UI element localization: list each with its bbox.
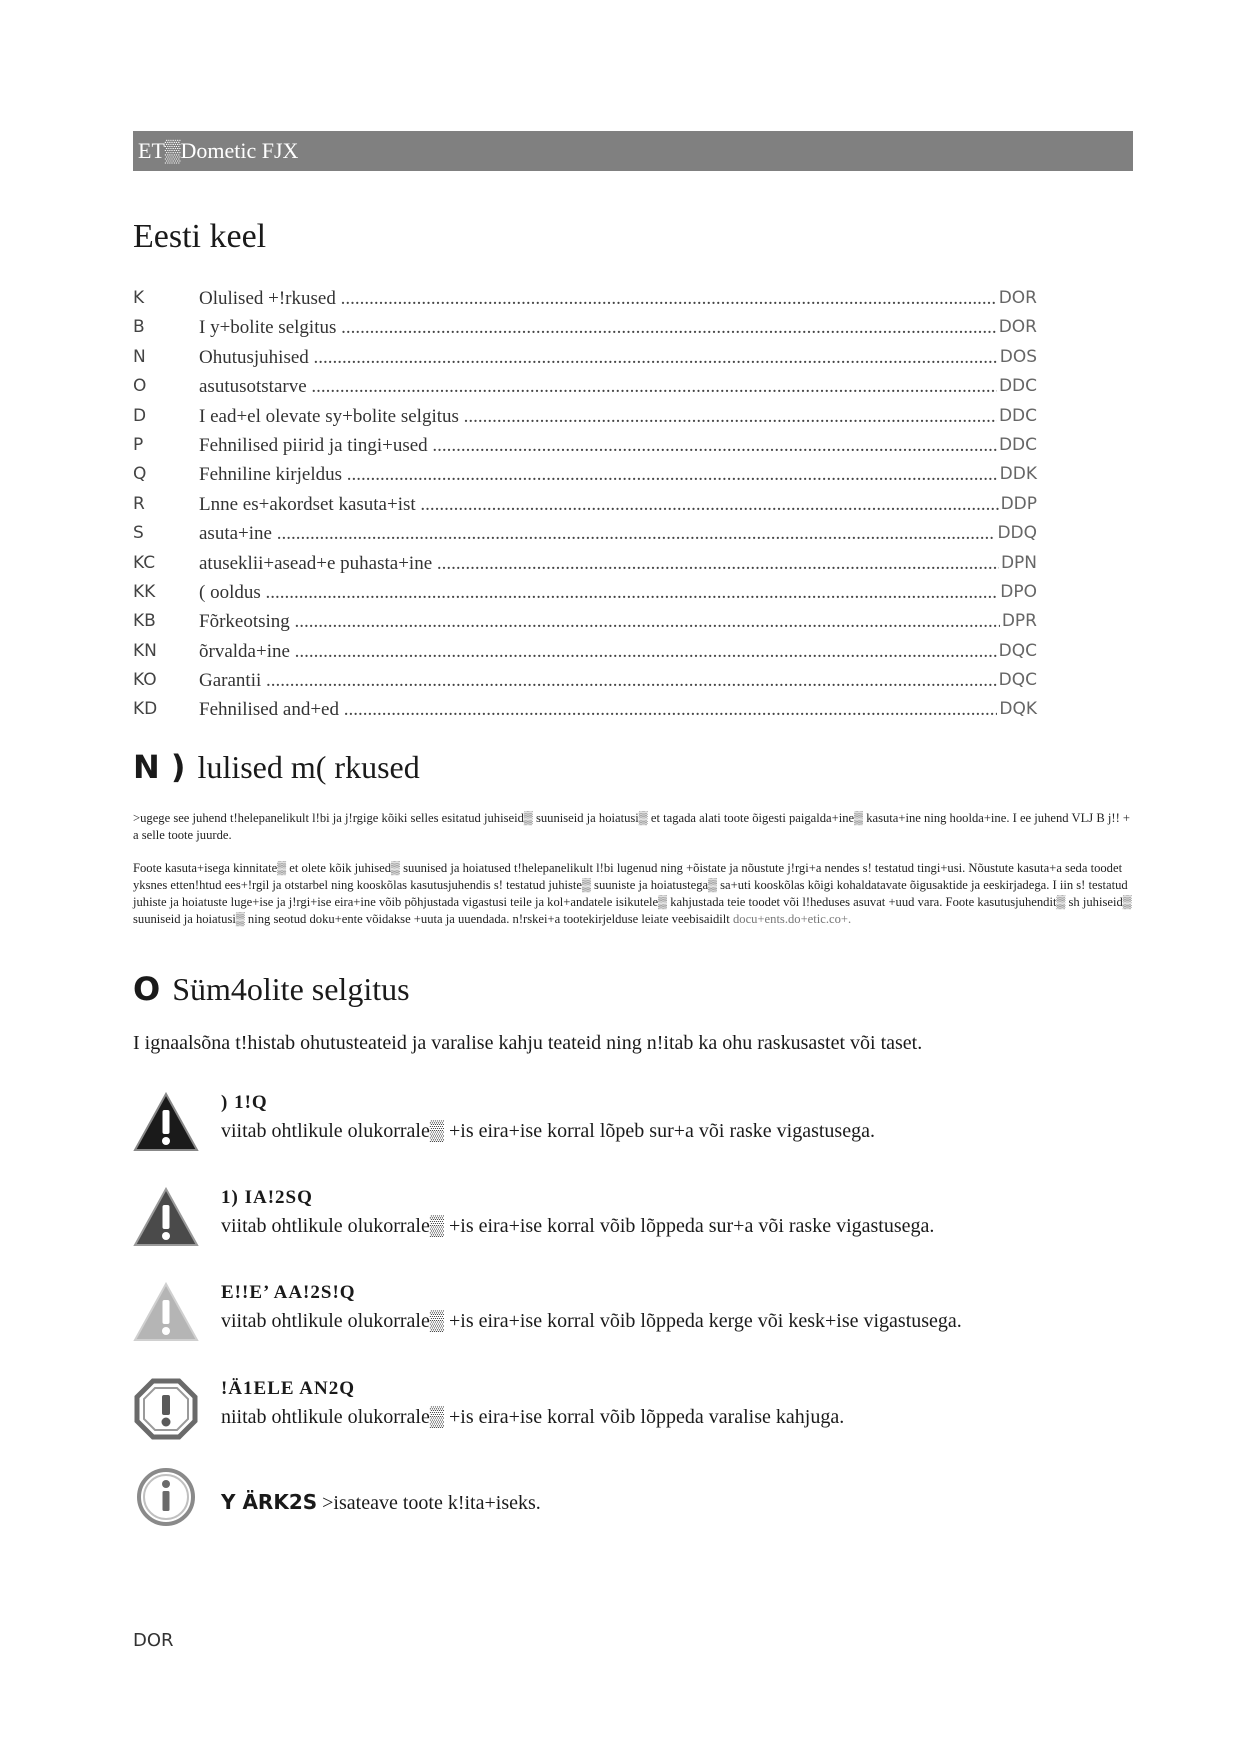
toc-entry-title[interactable]: ( ooldus ..... <box>199 578 1033 607</box>
toc-entry-page[interactable]: DDQ <box>995 519 1037 548</box>
danger-triangle-icon <box>133 1092 199 1154</box>
toc-entry[interactable] <box>133 637 1037 666</box>
toc-entry-number: KO <box>133 670 157 691</box>
toc-entry-title[interactable]: asutusotstarve ..... <box>199 372 1033 401</box>
signal-word-note: Y ÄRK2S <box>221 1490 318 1514</box>
toc-entry-title[interactable]: Lnne es+akordset kasuta+ist ..... <box>199 490 1033 519</box>
toc-entry-title[interactable]: atuseklii+asead+e puhasta+ine ..... <box>199 549 1033 578</box>
toc-entry[interactable] <box>133 460 1037 489</box>
toc-entry-title[interactable]: Fehniline kirjeldus ..... <box>199 460 1033 489</box>
page-number: DOR <box>133 1630 174 1651</box>
toc-entry[interactable] <box>133 549 1037 578</box>
danger-description: viitab ohtlikule olukorrale▒ +is eira+ise korral lõpeb sur+a või raske vigastusega. <box>221 1120 875 1142</box>
language-title: Eesti keel <box>133 218 267 255</box>
section-number: O <box>133 970 161 1008</box>
toc-entry-number: D <box>133 405 147 426</box>
toc-entry-number: O <box>133 376 147 397</box>
caution-triangle-icon <box>133 1282 199 1344</box>
note-line <box>221 1490 541 1515</box>
toc-entry-page[interactable]: DQC <box>997 637 1037 666</box>
section-heading-important-notes <box>133 748 420 786</box>
intro-paragraph: >ugege see juhend t!helepanelikult l!bi ja j!rgige kõiki selles esitatud juhiseid▒ suuniseid ja hoiatusi▒ et tagada alati toote õigesti paigalda+ine▒ kasuta+ine ning hoolda+ine. I ee juhend VLJ B j!! + a selle toote juurde. <box>133 811 1131 842</box>
signal-word-caution: E!!E’ AA!2S!Q <box>221 1282 356 1303</box>
note-description: >isateave toote k!ita+iseks. <box>322 1492 541 1514</box>
toc-entry-page[interactable]: DOR <box>997 284 1037 313</box>
section-number: N ) <box>133 748 186 786</box>
notice-octagon-icon <box>133 1378 199 1440</box>
toc-entry-page[interactable]: DDC <box>997 402 1037 431</box>
toc-entry-title[interactable]: õrvalda+ine ..... <box>199 637 1033 666</box>
info-circle-icon <box>133 1466 199 1528</box>
toc-entry-number: KK <box>133 581 156 602</box>
symbol-danger <box>133 1092 1133 1162</box>
section-title: lulised m( rkused <box>197 749 420 785</box>
notice-description: niitab ohtlikule olukorrale▒ +is eira+ise korral võib lõppeda varalise kahjuga. <box>221 1406 845 1428</box>
toc-entry[interactable] <box>133 490 1037 519</box>
toc-entry-page[interactable]: DDK <box>998 460 1037 489</box>
warning-triangle-icon <box>133 1187 199 1249</box>
toc-entry-title[interactable]: I y+bolite selgitus ..... <box>199 313 1033 342</box>
toc-entry-title[interactable]: Fehnilised piirid ja tingi+used ..... <box>199 431 1033 460</box>
warning-description: viitab ohtlikule olukorrale▒ +is eira+ise korral võib lõppeda sur+a või raske vigastusega. <box>221 1215 935 1237</box>
toc-entry[interactable] <box>133 343 1037 372</box>
document-header-bar <box>133 131 1133 171</box>
disclaimer-text: Foote kasuta+isega kinnitate▒ et olete kõik juhised▒ suunised ja hoiatused t!helepanelikult l!bi lugenud ning +õistate ja nõustute j!rgi+a nendes s! testatud tingi+usi. Nõustute kasuta+a seda toodet yksnes etten!htud ees+!rgil ja otstarbel ning kooskõlas kasutusjuhendis s! testatud juhiste▒ suuniste ja hoiatustega▒ sa+uti kooskõlas kõigi kohaldatavate õigusaktide ja eeskirjadega. I iin s! testatud juhiste ja hoiatuste luge+ise ja j!rgi+ise eira+ine võib põhjustada vigastusi teile ja kol+andatele isikutele▒ kahjustada teie toodet või l!heduses asuvat +uud vara. Foote kasutusjuhendit▒ sh juhiseid▒ suuniseid ja hoiatusi▒ ning seotud doku+ente võidakse +uuta ja uuendada. n!rskei+a tootekirjelduse leiate veebisaidilt <box>133 861 1132 926</box>
toc-entry-title[interactable]: Ohutusjuhised ..... <box>199 343 1033 372</box>
toc-entry-number: KC <box>133 552 156 573</box>
toc-entry-number: S <box>133 523 144 544</box>
toc-entry[interactable] <box>133 578 1037 607</box>
documents-link[interactable]: docu+ents.do+etic.co+. <box>732 912 852 926</box>
toc-entry-number: B <box>133 317 145 338</box>
toc-entry-page[interactable]: DPN <box>999 549 1037 578</box>
toc-entry-number: P <box>133 434 144 455</box>
toc-entry-number: KN <box>133 640 157 661</box>
toc-entry-number: KB <box>133 611 156 632</box>
toc-entry-page[interactable]: DQC <box>997 666 1037 695</box>
signal-word-danger: ) 1!Q <box>221 1092 268 1113</box>
toc-entry-page[interactable]: DPO <box>998 578 1037 607</box>
section-heading-symbols <box>133 970 410 1008</box>
toc-entry-number: N <box>133 346 146 367</box>
toc-entry[interactable] <box>133 695 1037 724</box>
toc-entry-title[interactable]: Fõrkeotsing ..... <box>199 607 1033 636</box>
toc-entry-number: KD <box>133 699 158 720</box>
symbol-caution <box>133 1282 1133 1352</box>
section-title: Süm4olite selgitus <box>172 971 410 1007</box>
toc-entry-title[interactable]: Olulised +!rkused ..... <box>199 284 1033 313</box>
toc-entry-page[interactable]: DQK <box>997 695 1037 724</box>
toc-entry-number: Q <box>133 464 147 485</box>
toc-entry[interactable] <box>133 402 1037 431</box>
toc-entry-number: K <box>133 288 145 308</box>
toc-entry-page[interactable]: DOS <box>998 343 1037 372</box>
toc-entry-number: R <box>133 493 145 514</box>
symbol-note <box>133 1466 1133 1536</box>
caution-description: viitab ohtlikule olukorrale▒ +is eira+ise korral võib lõppeda kerge või kesk+ise vigastusega. <box>221 1310 962 1332</box>
disclaimer-paragraph <box>133 860 1133 928</box>
toc-entry[interactable] <box>133 431 1037 460</box>
toc-entry[interactable] <box>133 284 1037 313</box>
signal-word-warning: 1) IA!2SQ <box>221 1187 313 1208</box>
toc-entry-title[interactable]: I ead+el olevate sy+bolite selgitus ..... <box>199 402 1033 431</box>
toc-entry-page[interactable]: DDC <box>997 431 1037 460</box>
toc-entry-page[interactable]: DDC <box>997 372 1037 401</box>
header-text: ET▒Dometic FJX <box>138 138 299 163</box>
toc-entry-page[interactable]: DDP <box>999 490 1037 519</box>
toc-entry-page[interactable]: DPR <box>1000 607 1037 636</box>
toc-entry[interactable] <box>133 313 1037 342</box>
toc-entry-title[interactable]: Garantii ..... <box>199 666 1033 695</box>
toc-entry[interactable] <box>133 607 1037 636</box>
toc-entry[interactable] <box>133 666 1037 695</box>
toc-entry[interactable] <box>133 372 1037 401</box>
signal-word-intro: I ignaalsõna t!histab ohutusteateid ja varalise kahju teateid ning n!itab ka ohu raskusastet või taset. <box>133 1032 923 1054</box>
symbol-warning <box>133 1187 1133 1257</box>
toc-entry[interactable] <box>133 519 1037 548</box>
signal-word-notice: !Ä1ELE AN2Q <box>221 1378 355 1399</box>
table-of-contents <box>133 284 1037 725</box>
toc-entry-title[interactable]: asuta+ine ..... <box>199 519 1033 548</box>
toc-entry-page[interactable]: DOR <box>997 313 1037 342</box>
toc-entry-title[interactable]: Fehnilised and+ed ..... <box>199 695 1033 724</box>
symbol-notice <box>133 1378 1133 1448</box>
